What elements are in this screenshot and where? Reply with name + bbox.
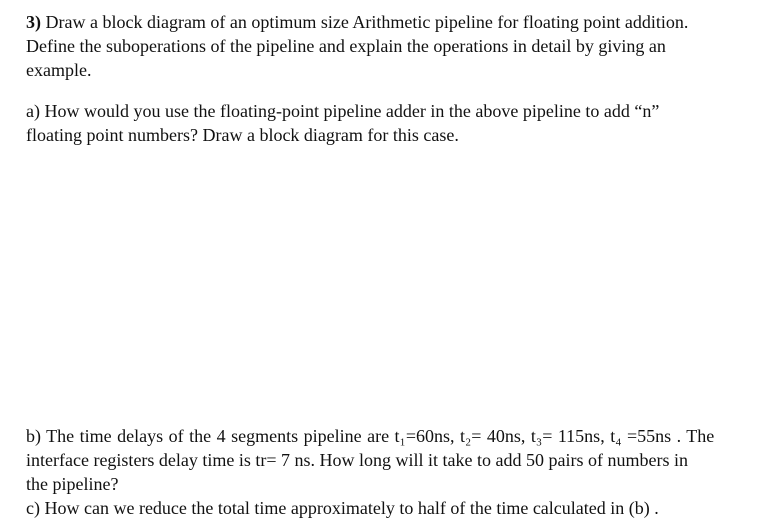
question-3-line-2: Define the suboperations of the pipeline and explain the operations in detail by giving an <box>26 36 666 56</box>
part-a-line-1: a) How would you use the floating-point pipeline adder in the above pipeline to add “n” <box>26 101 660 121</box>
question-3-text-1: Draw a block diagram of an optimum size Arithmetic pipeline for floating point addition. <box>45 12 689 32</box>
question-3-line-1 <box>26 10 766 34</box>
part-b-line-2: interface registers delay time is tr= 7 ns. How long will it take to add 50 pairs of numbers in <box>26 450 689 470</box>
part-c-line-1: c) How can we reduce the total time approximately to half of the time calculated in (b) . <box>26 498 659 518</box>
question-3-line-3: example. <box>26 60 92 80</box>
question-part-a <box>26 99 766 147</box>
question-number: 3) <box>26 12 41 32</box>
part-b-line-3: the pipeline? <box>26 474 119 494</box>
part-b-line-1: b) The time delays of the 4 segments pipeline are t₁=60ns, t₂= 40ns, t₃= 115ns, t₄ =55ns . The <box>26 426 715 446</box>
part-a-line-2: floating point numbers? Draw a block diagram for this case. <box>26 125 459 145</box>
question-3 <box>26 10 766 82</box>
question-part-b <box>26 424 766 496</box>
question-part-c <box>26 496 766 520</box>
